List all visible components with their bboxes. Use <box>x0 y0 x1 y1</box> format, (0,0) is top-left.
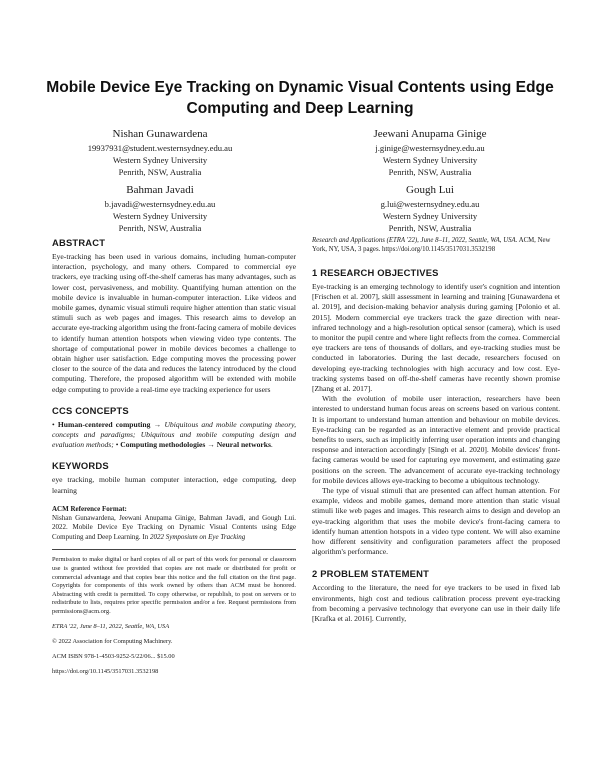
author-email: b.javadi@westernsydney.edu.au <box>104 199 216 209</box>
ccs-end: . <box>270 440 273 450</box>
left-column <box>52 236 296 683</box>
author-email: j.ginige@westernsydney.edu.au <box>375 143 485 153</box>
ccs-arrow: → <box>153 419 162 429</box>
reference-venue: 2022 Symposium on Eye Tracking <box>149 532 246 541</box>
section-2-heading: 2 PROBLEM STATEMENT <box>312 568 429 580</box>
author-name: Jeewani Anupama Ginige <box>373 128 487 140</box>
reference-venue-cont: Research and Applications (ETRA '22), June 8–11, 2022, Seattle, WA, USA. <box>312 237 518 244</box>
reference-format-heading: ACM Reference Format: <box>52 504 127 513</box>
section-1-paragraph-1: Eye-tracking is an emerging technology to identify user's cognition and intention [Frischen et al. 2007], skill assessment in learning and training [Gunawardena et al. 2019], and decision-making behavior analysis during gaming [Polonio et al. 2015]. Modern commercial eye trackers track the gaze direction with near-infrared technology and a high-resolution optical sensor (camera), which is used to monitor the pupil centre and where light reflects from the cornea. Commercial eye trackers are tens of thousands of dollars, and eye-tracking studies must be conducted in laboratories. During the last decade, researchers focused on developing eye-tracking technologies with high accuracy and low cost. Eye-tracking systems based on off-the-shelf cameras have recently shown promise [Zhang et al. 2017]. <box>312 282 560 394</box>
reference-continuation <box>312 236 560 254</box>
paper-title: Mobile Device Eye Tracking on Dynamic Visual Contents using Edge Computing and Deep Learning <box>46 79 554 117</box>
author-affiliation: Western Sydney University <box>112 211 208 221</box>
reference-citation: Nishan Gunawardena, Jeewani Anupama Ginige, Bahman Javadi, and Gough Lui. 2022. Mobile Device Eye Tracking on Dynamic Visual Contents using Edge Computing and Deep Learning. In <box>52 513 296 541</box>
author-email: g.lui@westernsydney.edu.au <box>380 199 480 209</box>
permission-notice: Permission to make digital or hard copies of all or part of this work for personal or classroom use is granted without fee provided that copies are not made or distributed for profit or commercial advantage and that copies bear this notice and the full citation on the first page. Copyrights for components of this work owned by others than ACM must be honored. Abstracting with credit is permitted. To copy otherwise, or republish, to post on servers or to redistribute to lists, requires prior specific permission and/or a fee. Request permissions from permissions@acm.org. <box>52 556 296 616</box>
author-location: Penrith, NSW, Australia <box>118 167 202 177</box>
section-1-paragraph-3: The type of visual stimuli that are presented can affect human attention. For example, videos and mobile games, demand more attention than static visual stimuli like web pages and images. This research aims to design and develop an eye-tracking algorithm that uses the mobile device's front-facing camera to identify human attention hotspots in a video type content. We will also examine how different sensitivity and configuration parameters affect the proposed algorithm's performance. <box>312 486 560 557</box>
ccs-concept-2-detail: Neural networks <box>216 440 271 450</box>
author-name: Gough Lui <box>406 184 454 196</box>
section-1-heading: 1 RESEARCH OBJECTIVES <box>312 267 439 278</box>
abstract-heading: ABSTRACT <box>52 237 106 248</box>
ccs-concept-1: Human-centered computing <box>57 419 151 429</box>
ccs-concept-2: Computing methodologies <box>120 440 206 450</box>
reference-publisher: ACM, New York, NY, USA, 3 pages. https://doi.org/10.1145/3517031.3532198 <box>312 237 551 253</box>
ccs-concepts <box>52 420 296 451</box>
keywords-heading: KEYWORDS <box>52 460 109 472</box>
ccs-arrow: → <box>207 440 215 450</box>
author-block <box>310 127 550 178</box>
author-name: Nishan Gunawardena <box>112 128 208 140</box>
abstract-text: Eye-tracking has been used in various domains, including human-computer interaction, psychology, and many others. Compared to commercial eye trackers, eye tracking using off-the-shelf cameras has many advantages, such as lower cost, pervasiveness, and mobility. Quantifying human attention on the mobile device is invaluable in human-computer interaction. Like videos and mobile games, dynamic visual stimuli require higher attention than static visual stimuli such as web pages and images. This research aims to develop an accurate eye-tracking algorithm using the front-facing camera of mobile devices to identify human attention hotspots when viewing video type contents. The shortage of computational power in mobile devices becomes a challenge to obtain higher user satisfaction. Edge computing moves the processing power closer to the source of the data and reduces the latency introduced by the cloud computing. Therefore, the proposed algorithm will be extended with mobile edge computing to provide a real-time eye tracking experience for users <box>52 252 296 394</box>
author-block <box>40 127 280 178</box>
author-location: Penrith, NSW, Australia <box>388 167 472 177</box>
copyright-line: © 2022 Association for Computing Machinery. <box>52 638 173 645</box>
isbn-line: ACM ISBN 978-1-4503-9252-5/22/06... $15.00 <box>52 652 175 660</box>
footnote-divider <box>52 549 296 550</box>
author-block <box>310 183 550 234</box>
author-affiliation: Western Sydney University <box>382 155 478 165</box>
ccs-heading: CCS CONCEPTS <box>52 404 129 416</box>
author-email: 19937931@student.westernsydney.edu.au <box>87 143 233 153</box>
doi-link[interactable]: https://doi.org/10.1145/3517031.3532198 <box>52 667 159 675</box>
author-affiliation: Western Sydney University <box>382 211 478 221</box>
author-name: Bahman Javadi <box>126 184 194 196</box>
author-block <box>40 183 280 234</box>
section-2-paragraph-1: According to the literature, the need for eye trackers to be used in fixed lab environments, high cost and tedious calibration process prevent eye-tracking from becoming a pervasive technology that everyone can use in their daily life [Krafka et al. 2016]. Currently, <box>312 583 560 624</box>
ccs-concept-1-detail: Ubiquitous and mobile computing theory, concepts and paradigms; Ubiquitous and mobile computing design and evaluation methods; <box>52 419 297 450</box>
reference-format-text <box>52 514 296 542</box>
author-affiliation: Western Sydney University <box>112 155 208 165</box>
author-location: Penrith, NSW, Australia <box>118 223 202 233</box>
author-location: Penrith, NSW, Australia <box>388 223 472 233</box>
conference-line: ETRA '22, June 8–11, 2022, Seattle, WA, USA <box>52 623 170 631</box>
ccs-bullet: • <box>115 440 119 450</box>
right-column <box>312 236 560 624</box>
keywords-text: eye tracking, mobile human computer interaction, edge computing, deep learning <box>52 475 296 495</box>
section-1-paragraph-2: With the evolution of mobile user interaction, researchers have been interested to understand human focus areas on screens based on various content. It is important to understand human attention and behaviour on mobile devices. Eye-tracking can be regarded as an interactive element and provide practical benefits to users, such as implicitly inferring user operation intents and changing response and interaction accordingly [Singh et al. 2020]. Mobile devices' front-facing cameras would be used for capturing eye movement, and estimating gaze positions on the screen. The advancement of accurate eye-tracking technology for mobile devices allows eye-tracking to become a ubiquitous technology. <box>312 394 560 485</box>
ccs-bullet: • <box>52 419 55 429</box>
